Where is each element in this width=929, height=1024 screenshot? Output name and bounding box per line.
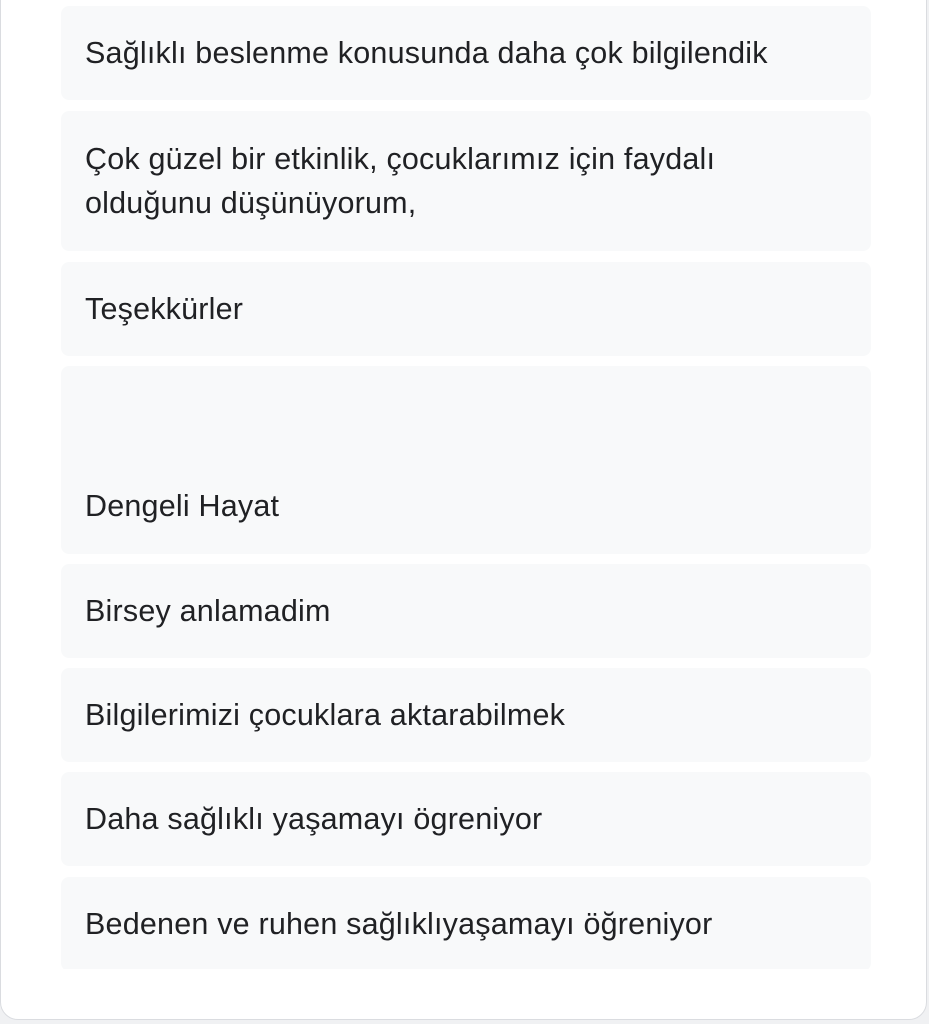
response-item	[61, 262, 871, 356]
response-text: Sağlıklı beslenme konusunda daha çok bilgilendik	[85, 36, 768, 70]
response-text: Birsey anlamadim	[85, 594, 331, 628]
response-text: Teşekkürler	[85, 292, 244, 326]
response-item	[61, 564, 871, 658]
response-list	[1, 1, 927, 969]
response-text: Bilgilerimizi çocuklara aktarabilmek	[85, 698, 566, 732]
response-item	[61, 877, 871, 969]
response-item	[61, 111, 871, 251]
response-text: Dengeli Hayat	[85, 489, 280, 523]
response-item	[61, 772, 871, 866]
response-item	[61, 366, 871, 554]
response-text: Bedenen ve ruhen sağlıklıyaşamayı öğreniyor	[85, 907, 713, 941]
response-item	[61, 6, 871, 100]
response-item	[61, 668, 871, 762]
response-text: Daha sağlıklı yaşamayı ögreniyor	[85, 802, 543, 836]
response-text: Çok güzel bir etkinlik, çocuklarımız için faydalı olduğunu düşünüyorum,	[85, 142, 724, 220]
